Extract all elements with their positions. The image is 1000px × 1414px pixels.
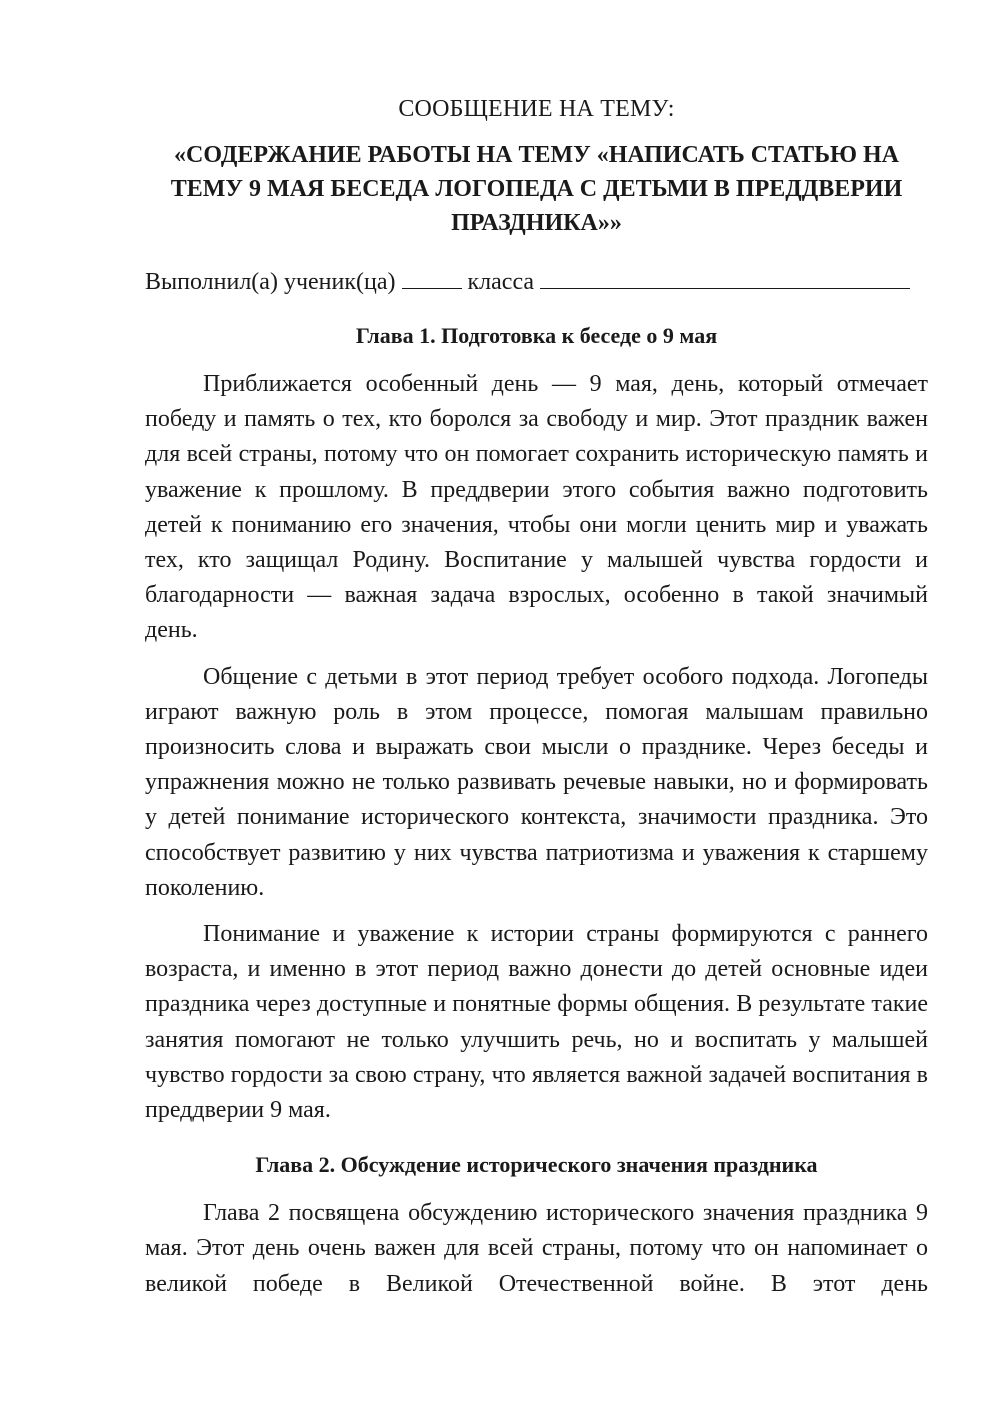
chapter-2 xyxy=(145,1148,928,1302)
paragraph: Общение с детьми в этот период требует особого подхода. Логопеды играют важную роль в этом процессе, помогая малышам правильно произносить слова и выражать свои мысли о празднике. Через беседы и упражнения можно не только развивать речевые навыки, но и формировать у детей понимание исторического контекста, значимости праздника. Это способствует развитию у них чувства патриотизма и уважения к старшему поколению. xyxy=(145,663,928,901)
class-blank-field[interactable] xyxy=(402,264,462,289)
author-prefix: Выполнил(а) ученик(ца) xyxy=(145,269,396,295)
title-line: «СОДЕРЖАНИЕ РАБОТЫ НА ТЕМУ «НАПИСАТЬ СТАТЬЮ НА xyxy=(174,142,899,168)
chapter-heading: Глава 2. Обсуждение исторического значения праздника xyxy=(255,1152,818,1178)
paragraph: Глава 2 посвящена обсуждению исторического значения праздника 9 мая. Этот день очень важен для всей страны, потому что он напоминает о великой победе в Великой Отечественной войне. В этот день xyxy=(145,1200,928,1297)
paragraph: Понимание и уважение к истории страны формируются с раннего возраста, и именно в этот период важно донести до детей основные идеи праздника через доступные и понятные формы общения. В результате такие занятия помогают не только улучшить речь, но и воспитать у малышей чувство гордости за свою страну, что является важной задачей воспитания в преддверии 9 мая. xyxy=(145,921,928,1124)
chapter-heading: Глава 1. Подготовка к беседе о 9 мая xyxy=(355,323,718,348)
name-blank-field[interactable] xyxy=(540,264,910,289)
author-line xyxy=(145,264,928,299)
title-line: ТЕМУ 9 МАЯ БЕСЕДА ЛОГОПЕДА С ДЕТЬМИ В ПРЕДДВЕРИИ xyxy=(170,176,903,202)
paragraph: Приближается особенный день — 9 мая, день, который отмечает победу и память о тех, кто боролся за свободу и мир. Этот праздник важен для всей страны, потому что он помогает сохранить историческую память и уважение к прошлому. В преддверии этого события важно подготовить детей к пониманию его значения, чтобы они могли ценить мир и уважать тех, кто защищал Родину. Воспитание у малышей чувства гордости и благодарности — важная задача взрослых, особенно в такой значимый день. xyxy=(145,371,928,644)
document-page xyxy=(145,92,928,1313)
title-line: ПРАЗДНИКА»» xyxy=(451,210,622,236)
author-class-label: класса xyxy=(467,269,535,295)
document-label: СООБЩЕНИЕ НА ТЕМУ: xyxy=(398,96,675,122)
document-title xyxy=(145,138,928,240)
chapter-1 xyxy=(145,319,928,1128)
